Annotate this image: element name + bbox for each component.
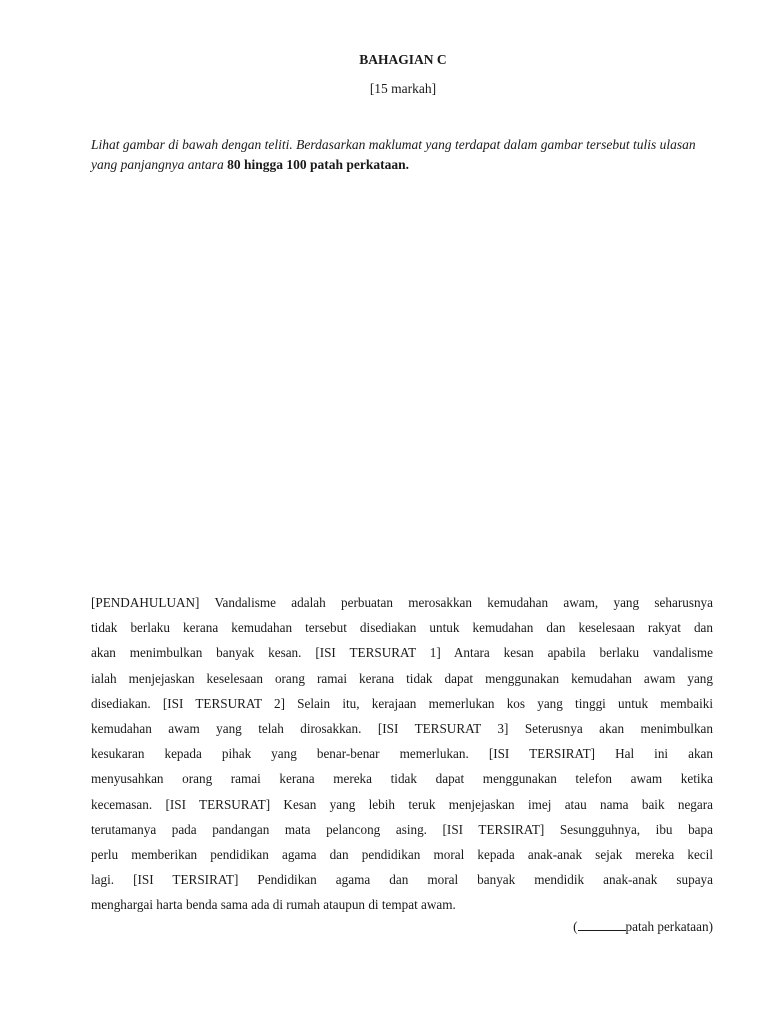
essay-line: [PENDAHULUAN] Vandalisme adalah perbuatan merosakkan kemudahan awam, yang seharusnya: [91, 595, 713, 610]
word-count-open: (: [573, 919, 578, 934]
word-count-blank: [578, 918, 626, 931]
instruction-italic: Lihat gambar di bawah dengan teliti. Berdasarkan maklumat yang terdapat dalam gambar tersebut tulis ulasan yang panjangnya antara: [91, 137, 696, 172]
word-count-label: patah perkataan): [625, 919, 713, 934]
word-count-line: [573, 918, 713, 935]
instruction-text: [91, 135, 721, 175]
instruction-bold: 80 hingga 100 patah perkataan.: [227, 157, 410, 172]
essay-line: perlu memberikan pendidikan agama dan pendidikan moral kepada anak-anak sejak mereka kecil: [91, 847, 713, 863]
section-heading: BAHAGIAN C: [359, 52, 447, 67]
essay-line: tidak berlaku kerana kemudahan tersebut disediakan untuk kemudahan dan keselesaan rakyat dan: [91, 620, 713, 636]
picture-placeholder: [91, 185, 713, 580]
essay-line: ialah menjejaskan keselesaan orang ramai kerana tidak dapat menggunakan kemudahan awam yang: [91, 670, 713, 686]
essay-line: akan menimbulkan banyak kesan. [ISI TERSURAT 1] Antara kesan apabila berlaku vandalisme: [91, 645, 713, 661]
essay-line: disediakan. [ISI TERSURAT 2] Selain itu, kerajaan memerlukan kos yang tinggi untuk membaiki: [91, 695, 713, 711]
essay-line: kecemasan. [ISI TERSURAT] Kesan yang lebih teruk menjejaskan imej atau nama baik negara: [91, 796, 713, 812]
essay-line: menyusahkan orang ramai kerana mereka tidak dapat menggunakan telefon awam ketika: [91, 771, 713, 787]
essay-line: kemudahan awam yang telah dirosakkan. [ISI TERSURAT 3] Seterusnya akan menimbulkan: [91, 721, 713, 737]
marks-label: [15 markah]: [369, 81, 437, 96]
essay-paragraph: [91, 590, 713, 918]
essay-line: terutamanya pada pandangan mata pelancong asing. [ISI TERSIRAT] Sesungguhnya, ibu bapa: [91, 821, 713, 837]
essay-line: kesukaran kepada pihak yang benar-benar memerlukan. [ISI TERSIRAT] Hal ini akan: [91, 746, 713, 762]
essay-line: lagi. [ISI TERSIRAT] Pendidikan agama dan moral banyak mendidik anak-anak supaya: [91, 872, 713, 888]
essay-line: menghargai harta benda sama ada di rumah ataupun di tempat awam.: [91, 897, 456, 913]
